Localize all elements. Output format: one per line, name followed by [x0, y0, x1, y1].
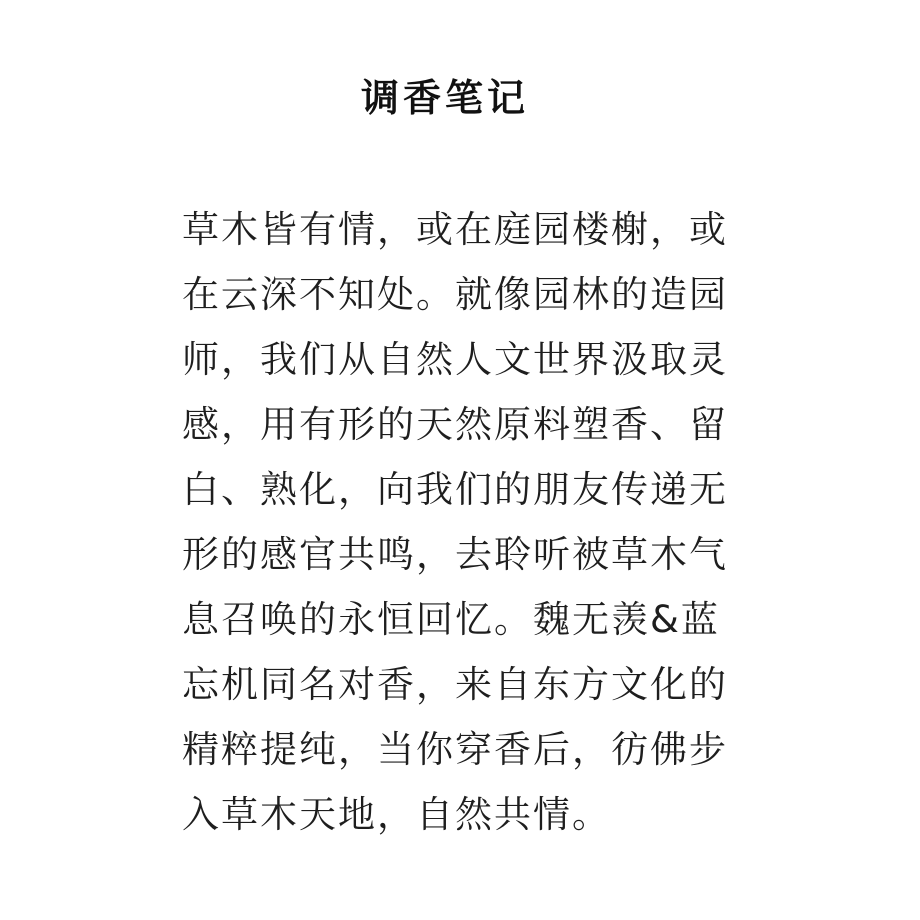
text-line: 师，我们从自然人文世界汲取灵 [182, 338, 728, 381]
text-line: 感，用有形的天然原料塑香、留 [182, 403, 728, 446]
text-line: 白、熟化，向我们的朋友传递无 [182, 468, 728, 511]
text-line: 形的感官共鸣，去聆听被草木气 [182, 533, 728, 576]
text-line: 精粹提纯，当你穿香后，彷佛步 [182, 728, 728, 771]
page-title: 调香笔记 [360, 75, 529, 120]
text-line: 在云深不知处。就像园林的造园 [182, 273, 728, 316]
text-line: 草木皆有情，或在庭园楼榭，或 [182, 208, 728, 251]
body-paragraph [182, 197, 767, 847]
text-line: 忘机同名对香，来自东方文化的 [182, 663, 728, 706]
text-line: 息召唤的永恒回忆。魏无羡&蓝 [182, 598, 720, 641]
text-line: 入草木天地，自然共情。 [182, 793, 611, 836]
